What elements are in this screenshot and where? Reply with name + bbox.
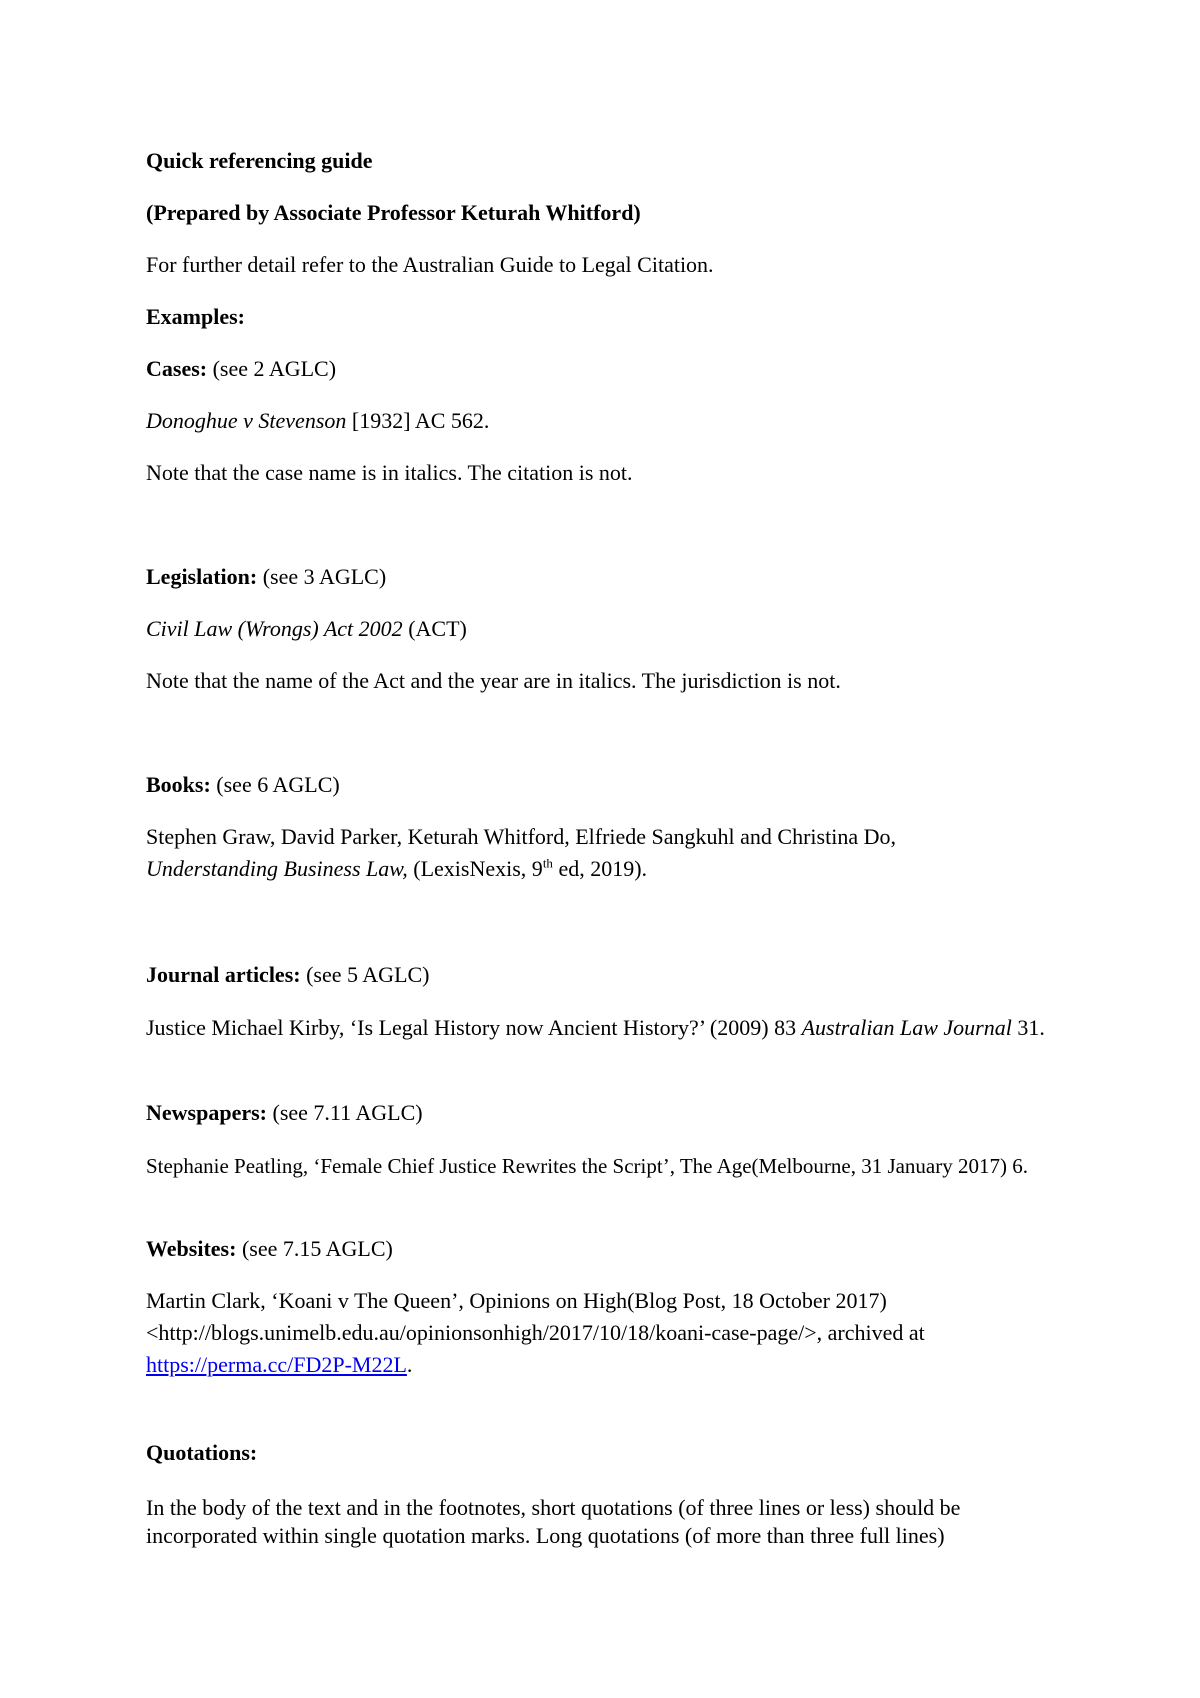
author-credit: (Prepared by Associate Professor Keturah Whitford) (146, 200, 641, 225)
quotations-heading: Quotations: (146, 1440, 258, 1465)
legislation-ref: (see 3 AGLC) (257, 564, 387, 589)
book-publisher-b: ed, 2019). (552, 856, 648, 881)
websites-section-heading (146, 1234, 393, 1265)
book-edition-suffix: th (542, 855, 553, 871)
newspaper-citation: Stephanie Peatling, ‘Female Chief Justice Rewrites the Script’, The Age(Melbourne, 31 January 2017) 6. (146, 1154, 1028, 1178)
journal-heading: Journal articles: (146, 962, 301, 987)
cases-ref: (see 2 AGLC) (207, 356, 337, 381)
book-authors: Stephen Graw, David Parker, Keturah Whitford, Elfriede Sangkuhl and Christina Do, (146, 824, 896, 849)
legislation-heading: Legislation: (146, 564, 258, 589)
act-name: Civil Law (Wrongs) Act 2002 (146, 616, 403, 641)
website-citation-line1: Martin Clark, ‘Koani v The Queen’, Opinions on High(Blog Post, 18 October 2017) (146, 1288, 887, 1313)
website-archive-line (146, 1350, 412, 1381)
case-name: Donoghue v Stevenson (146, 408, 347, 433)
websites-heading: Websites: (146, 1236, 237, 1261)
intro-text: For further detail refer to the Australian Guide to Legal Citation. (146, 252, 714, 277)
books-section-heading (146, 770, 340, 801)
legislation-section-heading (146, 562, 386, 593)
journal-name: Australian Law Journal (801, 1015, 1012, 1040)
books-heading: Books: (146, 772, 211, 797)
journal-ref: (see 5 AGLC) (300, 962, 430, 987)
newspapers-heading: Newspapers: (146, 1100, 267, 1125)
act-jurisdiction: (ACT) (402, 616, 467, 641)
examples-heading: Examples: (146, 304, 245, 329)
cases-example (146, 406, 489, 437)
book-title-line (146, 854, 647, 885)
archive-link[interactable]: https://perma.cc/FD2P-M22L (146, 1352, 407, 1377)
newspapers-ref: (see 7.11 AGLC) (267, 1100, 423, 1125)
website-citation-line2: <http://blogs.unimelb.edu.au/opinionsonhigh/2017/10/18/koani-case-page/>, archived at (146, 1320, 925, 1345)
journal-citation (146, 1012, 1056, 1044)
cases-heading: Cases: (146, 356, 208, 381)
document-title: Quick referencing guide (146, 148, 373, 173)
archive-period: . (406, 1352, 413, 1377)
book-publisher-a: (LexisNexis, 9 (407, 856, 543, 881)
journal-citation-b: 31. (1011, 1015, 1045, 1040)
case-citation: [1932] AC 562. (346, 408, 490, 433)
book-title: Understanding Business Law, (146, 856, 408, 881)
websites-ref: (see 7.15 AGLC) (236, 1236, 393, 1261)
newspapers-section-heading (146, 1098, 423, 1129)
quotations-body: In the body of the text and in the footnotes, short quotations (of three lines or less) should be incorporated within single quotation marks. Long quotations (of more than three full lines) (146, 1495, 961, 1548)
legislation-example (146, 614, 467, 645)
cases-note: Note that the case name is in italics. The citation is not. (146, 460, 633, 485)
legislation-note: Note that the name of the Act and the year are in italics. The jurisdiction is not. (146, 668, 841, 693)
journal-section-heading (146, 960, 430, 991)
cases-section-heading (146, 354, 336, 385)
journal-citation-a: Justice Michael Kirby, ‘Is Legal History now Ancient History?’ (2009) 83 (146, 1015, 802, 1040)
books-ref: (see 6 AGLC) (210, 772, 340, 797)
